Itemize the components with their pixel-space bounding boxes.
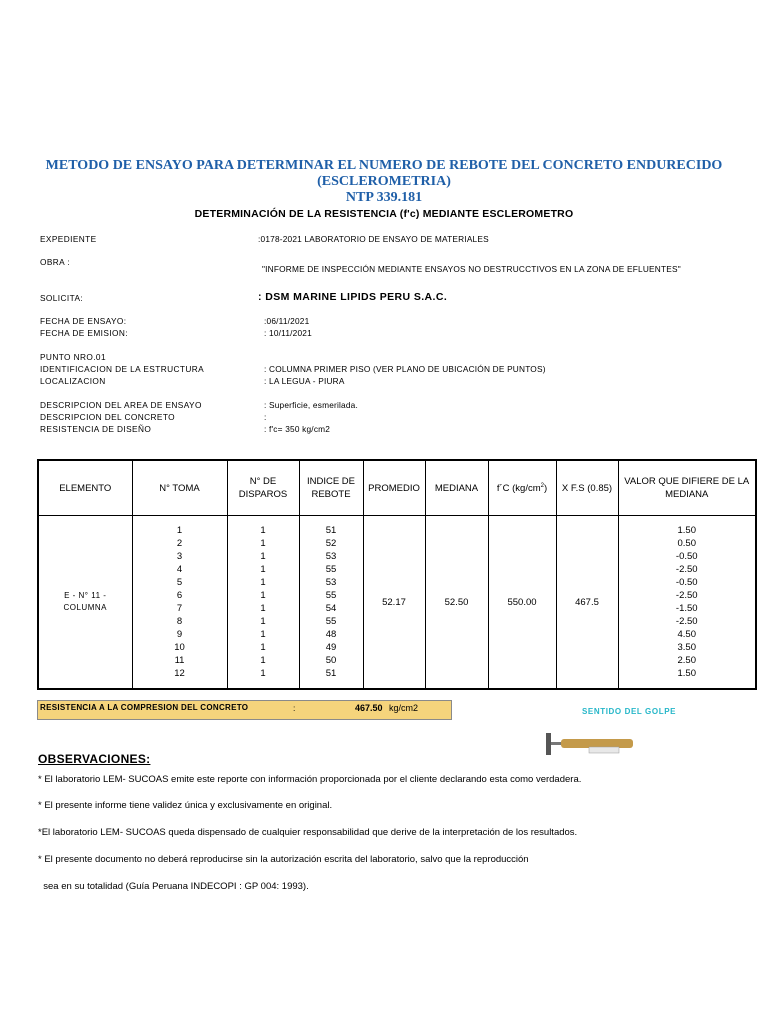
difiere-value: 1.50 <box>677 668 696 679</box>
elemento-line-2: COLUMNA <box>63 603 107 612</box>
xfs-cell: 467.5 <box>556 516 618 690</box>
fc-cell: 550.00 <box>488 516 556 690</box>
toma-cell <box>132 516 227 690</box>
elemento-line-1: E - N° 11 - <box>64 591 107 600</box>
area-value: : Superficie, esmerilada. <box>264 400 359 410</box>
toma-value: 1 <box>176 525 183 536</box>
difiere-value: 2.50 <box>677 655 696 666</box>
indice-value: 48 <box>325 629 337 640</box>
result-unit: kg/cm2 <box>389 703 419 713</box>
observaciones-title: OBSERVACIONES: <box>38 752 151 766</box>
fecha-emision-value: : 10/11/2021 <box>264 328 312 338</box>
observacion-item: * El presente documento no deberá reproducirse sin la autorización escrita del laboratorio, salvo que la reproducción <box>38 854 529 865</box>
solicita-value: : DSM MARINE LIPIDS PERU S.A.C. <box>258 291 448 303</box>
localizacion-value: : LA LEGUA - PIURA <box>264 376 345 386</box>
difiere-value: -2.50 <box>675 590 698 601</box>
header-fc-exponent: 2 <box>540 483 544 490</box>
toma-value: 8 <box>176 616 183 627</box>
indice-value: 53 <box>325 551 337 562</box>
report-title <box>0 158 768 206</box>
diseno-value: : f'c= 350 kg/cm2 <box>264 424 331 434</box>
indice-value: 53 <box>325 577 337 588</box>
indice-value: 51 <box>325 668 337 679</box>
title-line-1: METODO DE ENSAYO PARA DETERMINAR EL NUMERO DE REBOTE DEL CONCRETO ENDURECIDO <box>45 158 723 173</box>
disparos-value: 1 <box>260 577 266 588</box>
sentido-label: SENTIDO DEL GOLPE <box>582 707 677 716</box>
toma-value: 3 <box>176 551 183 562</box>
expediente-label: EXPEDIENTE <box>40 234 97 244</box>
table-body-row <box>38 516 756 690</box>
header-xfs: X F.S (0.85) <box>556 460 618 516</box>
header-mediana: MEDIANA <box>425 460 488 516</box>
diseno-label: RESISTENCIA DE DISEÑO <box>40 424 152 434</box>
toma-value: 6 <box>176 590 183 601</box>
obra-value: "INFORME DE INSPECCIÓN MEDIANTE ENSAYOS NO DESTRUCCTIVOS EN LA ZONA DE EFLUENTES" <box>262 264 681 274</box>
disparos-value: 1 <box>260 616 266 627</box>
header-indice: INDICE DE REBOTE <box>299 460 363 516</box>
result-value: 467.50 <box>355 703 383 713</box>
punto-label: PUNTO NRO.01 <box>40 352 106 362</box>
difiere-value: -1.50 <box>675 603 698 614</box>
promedio-cell: 52.17 <box>363 516 425 690</box>
difiere-value: 1.50 <box>677 525 696 536</box>
difiere-value: -0.50 <box>675 577 698 588</box>
title-line-2: (ESCLEROMETRIA) <box>317 174 451 189</box>
solicita-label: SOLICITA: <box>40 293 84 303</box>
header-elemento: ELEMENTO <box>38 460 132 516</box>
expediente-value: :0178-2021 LABORATORIO DE ENSAYO DE MATERIALES <box>258 234 489 244</box>
disparos-value: 1 <box>260 668 266 679</box>
result-colon: : <box>293 703 296 713</box>
disparos-value: 1 <box>260 655 266 666</box>
hammer-image <box>544 730 644 758</box>
concreto-value: : <box>264 412 267 422</box>
observacion-item: * El presente informe tiene validez única y exclusivamente en original. <box>38 800 333 811</box>
observacion-item: *El laboratorio LEM- SUCOAS queda dispensado de cualquier responsabilidad que derive de la interpretación de los resultados. <box>38 827 578 838</box>
toma-value: 12 <box>174 668 185 679</box>
hammer-body <box>561 739 633 748</box>
elemento-cell <box>38 516 132 690</box>
fecha-emision-label: FECHA DE EMISION: <box>40 328 128 338</box>
toma-value: 9 <box>176 629 183 640</box>
hammer-plunger <box>551 742 561 745</box>
fecha-ensayo-label: FECHA DE ENSAYO: <box>40 316 127 326</box>
toma-value: 5 <box>176 577 183 588</box>
localizacion-label: LOCALIZACION <box>40 376 106 386</box>
header-fc-close: ) <box>543 483 548 495</box>
disparos-value: 1 <box>260 564 266 575</box>
indice-value: 55 <box>325 590 337 601</box>
indice-value: 52 <box>325 538 337 549</box>
disparos-value: 1 <box>260 642 266 653</box>
disparos-value: 1 <box>260 629 266 640</box>
rebote-table <box>37 459 757 690</box>
indice-value: 55 <box>325 564 337 575</box>
disparos-value: 1 <box>260 525 266 536</box>
hammer-tag <box>589 747 619 753</box>
difiere-value: -2.50 <box>675 564 698 575</box>
toma-list <box>133 524 227 680</box>
disparos-cell <box>227 516 299 690</box>
indice-value: 54 <box>325 603 337 614</box>
header-disparos: N° DE DISPAROS <box>227 460 299 516</box>
hammer-head <box>546 733 551 755</box>
indice-list <box>300 524 363 680</box>
header-fc-text: f´C (kg/cm <box>496 483 541 495</box>
indice-cell <box>299 516 363 690</box>
mediana-cell: 52.50 <box>425 516 488 690</box>
indice-value: 50 <box>325 655 337 666</box>
toma-value: 4 <box>176 564 183 575</box>
indice-value: 49 <box>325 642 337 653</box>
disparos-value: 1 <box>260 603 266 614</box>
identificacion-value: : COLUMNA PRIMER PISO (VER PLANO DE UBICACIÓN DE PUNTOS) <box>264 364 546 374</box>
difiere-cell <box>618 516 756 690</box>
header-promedio: PROMEDIO <box>363 460 425 516</box>
concreto-label: DESCRIPCION DEL CONCRETO <box>40 412 175 422</box>
identificacion-label: IDENTIFICACION DE LA ESTRUCTURA <box>40 364 205 374</box>
report-subtitle: DETERMINACIÓN DE LA RESISTENCIA (f'c) MEDIANTE ESCLEROMETRO <box>194 208 574 220</box>
header-difiere: VALOR QUE DIFIERE DE LA MEDIANA <box>618 460 756 516</box>
toma-value: 2 <box>176 538 183 549</box>
observacion-item: sea en su totalidad (Guía Peruana INDECOPI : GP 004: 1993). <box>38 881 309 892</box>
observacion-item: * El laboratorio LEM- SUCOAS emite este reporte con información proporcionada por el cliente declarando esta como verdadera. <box>38 774 582 785</box>
difiere-value: -0.50 <box>675 551 698 562</box>
difiere-list <box>619 524 756 680</box>
area-label: DESCRIPCION DEL AREA DE ENSAYO <box>40 400 202 410</box>
indice-value: 51 <box>325 525 337 536</box>
disparos-value: 1 <box>260 538 266 549</box>
disparos-value: 1 <box>260 590 266 601</box>
header-toma: N° TOMA <box>132 460 227 516</box>
header-fc <box>488 460 556 516</box>
disparos-value: 1 <box>260 551 266 562</box>
toma-value: 7 <box>176 603 183 614</box>
difiere-value: 4.50 <box>677 629 696 640</box>
result-label: RESISTENCIA A LA COMPRESION DEL CONCRETO <box>40 703 249 712</box>
indice-value: 55 <box>325 616 337 627</box>
toma-value: 10 <box>174 642 185 653</box>
disparos-list <box>228 524 299 680</box>
table-header-row <box>38 460 756 516</box>
title-line-3: NTP 339.181 <box>345 190 423 205</box>
fecha-ensayo-value: :06/11/2021 <box>264 316 310 326</box>
toma-value: 11 <box>174 655 185 666</box>
difiere-value: -2.50 <box>675 616 698 627</box>
obra-label: OBRA : <box>40 257 71 267</box>
difiere-value: 3.50 <box>677 642 696 653</box>
difiere-value: 0.50 <box>677 538 696 549</box>
